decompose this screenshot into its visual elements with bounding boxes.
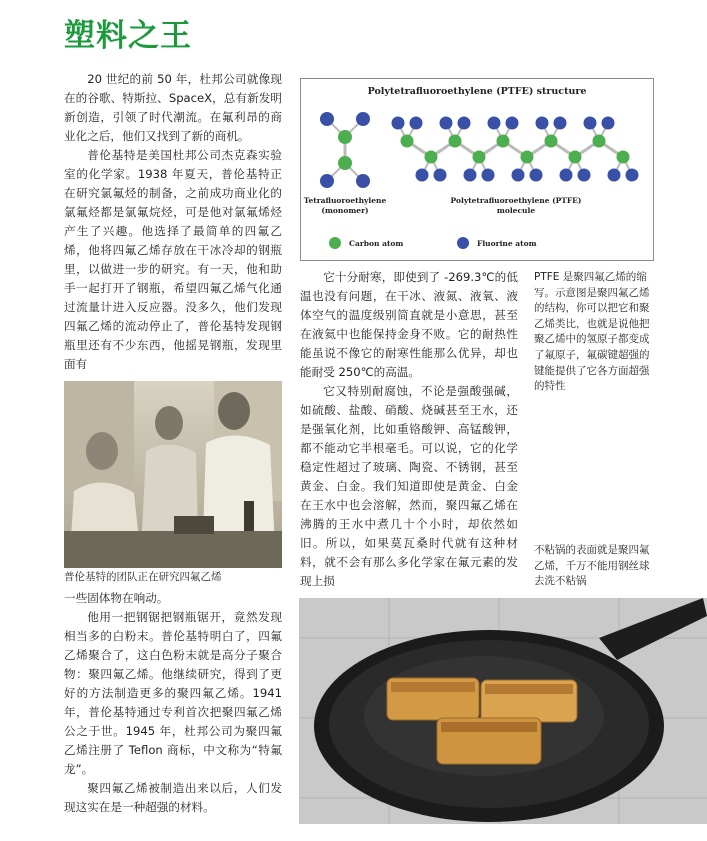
fluorine-atom [458, 117, 471, 130]
paragraph: 它又特别耐腐蚀，不论是强酸强碱，如硫酸、盐酸、硝酸、烧碱甚至王水，还是强氧化剂，比如重铬酸钾、高锰酸钾，都不能动它半根毫毛。可以说，它的化学稳定性超过了玻璃、陶瓷、不锈钢，甚至黄金、白金。我们知道即使是黄金、白金在王水中也会溶解，然而，聚四氟乙烯在沸腾的王水中煮几十个小时，却依然如旧。所以，如果莫瓦桑时代就有这种材料，就不会有那么多化学家在氟元素的发现上损 [300, 384, 518, 588]
monomer-label-line2: (monomer) [321, 206, 369, 215]
paragraph: 普伦基特是美国杜邦公司杰克森实验室的化学家。1938 年夏天，普伦基特正在研究氯氟烃的制备，之前成功商业化的氯氟烃都是氯氟烷烃，可是他对氯氟烯烃产生了兴趣。他选择了最简单的四氟乙烯，他将四氟乙烯存放在干冰冷却的钢瓶里，以做进一步的研究。有一天，他和助手一起打开了钢瓶，希望四氟乙烯气化通过流量计进入反应器。没多久，他们发现四氟乙烯的流动停止了，普伦基特发现钢瓶里还有不少东西，他摇晃钢瓶，发现里面有 [64, 148, 282, 371]
nonstick-pan-illustration [299, 598, 707, 824]
carbon-legend-swatch [329, 237, 341, 249]
paragraph: 20 世纪的前 50 年，杜邦公司就像现在的谷歌、特斯拉、SpaceX，总有新发明新创造，引领了时代潮流。在氟利昂的商业化之后，他们又找到了新的商机。 [64, 72, 282, 143]
fluorine-atom [602, 117, 615, 130]
fluorine-atom [554, 117, 567, 130]
fluorine-atom [578, 169, 591, 182]
page-title: 塑料之王 [64, 18, 192, 54]
legend-carbon-label: Carbon atom [349, 239, 404, 248]
ptfe-diagram [301, 79, 653, 260]
paragraph: 聚四氟乙烯被制造出来以后，人们发现这实在是一种超强的材料。 [64, 781, 282, 814]
ptfe-heading: Polytetrafluoroethylene (PTFE) structure [367, 86, 587, 97]
fluorine-atom [482, 169, 495, 182]
fluorine-atom [584, 117, 597, 130]
pan-side-note: 不粘锅的表面就是聚四氟乙烯，千万不能用钢丝球去洗不粘锅 [534, 544, 650, 588]
monomer-label-line1: Tetrafluoroethylene [303, 196, 387, 205]
carbon-atom [569, 151, 582, 164]
ptfe-side-note: PTFE 是聚四氟乙烯的缩写。示意图是聚四氟乙烯的结构，你可以把它和聚乙烯类比，也就是说他把聚乙烯中的氢原子都变成了氟原子，氟碳键超强的键能提供了它各方面超强的特性 [534, 271, 650, 393]
legend-carbon [329, 237, 403, 249]
fluorine-atom [536, 117, 549, 130]
carbon-atom [449, 135, 462, 148]
fluorine-atom [512, 169, 525, 182]
carbon-atom [521, 151, 534, 164]
polymer-chain [392, 117, 639, 182]
fluorine-atom [488, 117, 501, 130]
team-photo-illustration [64, 381, 282, 568]
carbon-atom [425, 151, 438, 164]
polymer-label-line2: molecule [496, 206, 536, 215]
fluorine-atom [416, 169, 429, 182]
polymer-label-line1: Polytetrafluoroethylene (PTFE) [450, 196, 582, 205]
carbon-atom [497, 135, 510, 148]
team-photo [64, 381, 282, 568]
left-column-top [64, 70, 282, 374]
carbon-atom [473, 151, 486, 164]
fluorine-atom [440, 117, 453, 130]
fluorine-atom [608, 169, 621, 182]
monomer-molecule [320, 112, 370, 188]
left-column-bottom [64, 589, 282, 817]
legend-fluorine-label: Fluorine atom [477, 239, 537, 248]
fluorine-atom [464, 169, 477, 182]
fluorine-atom [626, 169, 639, 182]
fluorine-atom [410, 117, 423, 130]
paragraph: 它十分耐寒，即使到了 -269.3℃的低温也没有问题，在干冰、液氮、液氧、液体空气的温度级别简直就是小意思，甚至在液氦中也能保持金身不败。它的耐热性能虽说不像它的耐寒性能那么优异，却也能耐受 250℃的高温。 [300, 270, 518, 379]
legend-fluorine [457, 237, 537, 249]
paragraph: 一些固体物在响动。 [64, 591, 169, 605]
paragraph: 他用一把钢锯把钢瓶锯开，竟然发现相当多的白粉末。普伦基特明白了，四氟乙烯聚合了，这白色粉末就是高分子聚合物：聚四氟乙烯。他继续研究，得到了更好的方法制造更多的聚四氟乙烯。1941 年，普伦基特通过专利首次把聚四氟乙烯公之于世。1945 年，杜邦公司为聚四氟乙烯注册了 Teflon 商标，中文称为“特氟龙”。 [64, 610, 282, 776]
carbon-atom [545, 135, 558, 148]
team-photo-caption: 普伦基特的团队正在研究四氟乙烯 [64, 571, 222, 583]
carbon-atom [617, 151, 630, 164]
fluorine-atom [506, 117, 519, 130]
ptfe-structure-figure [300, 78, 654, 261]
fluorine-atom [530, 169, 543, 182]
carbon-atom [401, 135, 414, 148]
fluorine-atom [434, 169, 447, 182]
fluorine-atom [560, 169, 573, 182]
middle-column [300, 268, 518, 591]
carbon-atom [593, 135, 606, 148]
nonstick-pan-photo [299, 598, 707, 824]
fluorine-legend-swatch [457, 237, 469, 249]
fluorine-atom [392, 117, 405, 130]
